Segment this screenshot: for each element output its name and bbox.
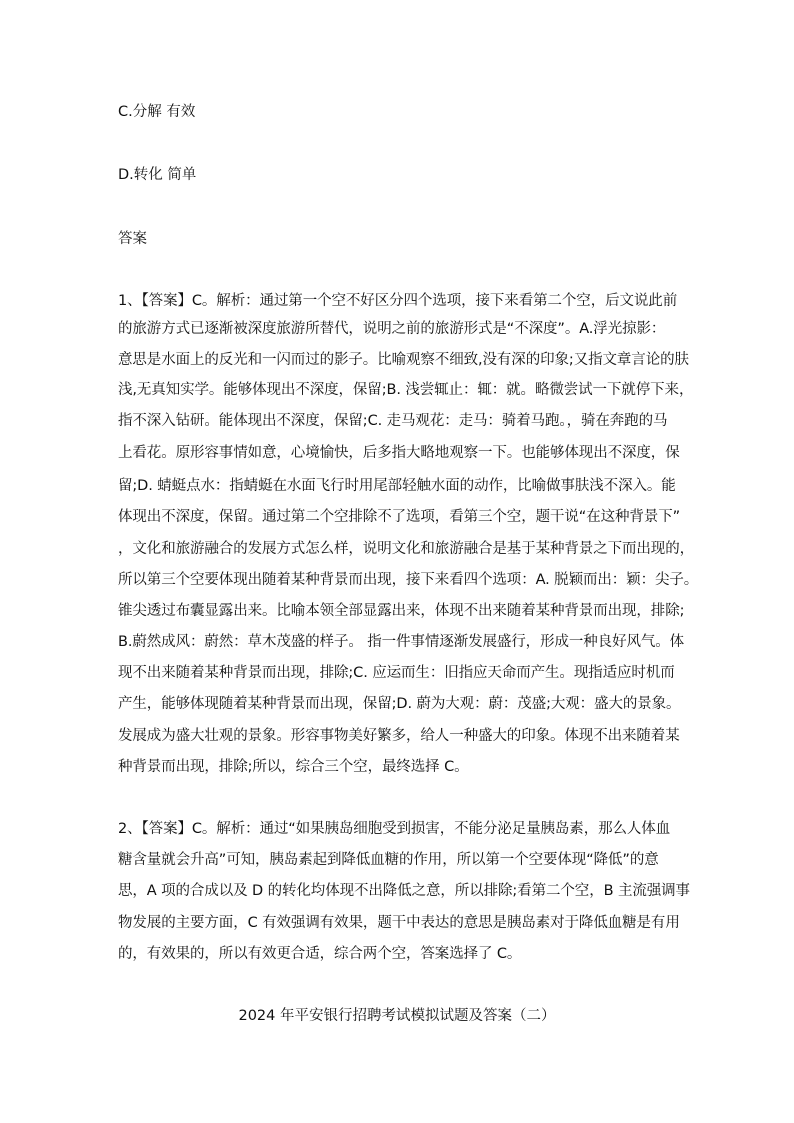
answer-line: 意思是水面上的反光和一闪而过的影子。比喻观察不细致,没有深的印象;又指文章言论的肤 [118, 352, 689, 368]
option-c: C.分解 有效 [118, 104, 196, 120]
option-d: D.转化 简单 [118, 167, 197, 183]
answer-line: 指不深入钻研。能体现出不深度，保留;C. 走马观花：走马：骑着马跑。，骑在奔跑的马 [118, 413, 668, 429]
answer-line: 思，A 项的合成以及 D 的转化均体现不出降低之意，所以排除;看第二个空，B 主流强调事 [118, 883, 690, 899]
answer-line: 的旅游方式已逐渐被深度旅游所替代，说明之前的旅游形式是“不深度”。A.浮光掠影： [118, 321, 666, 337]
answer-line: 发展成为盛大壮观的景象。形容事物美好繁多，给人一种盛大的印象。体现不出来随着某 [118, 728, 680, 744]
answer-line: 锥尖透过布囊显露出来。比喻本领全部显露出来，体现不出来随着某种背景而出现，排除; [118, 603, 685, 619]
answer-line: 物发展的主要方面，C 有效强调有效果，题干中表达的意思是胰岛素对于降低血糖是有用 [118, 915, 680, 931]
answer-line: ，文化和旅游融合的发展方式怎么样，说明文化和旅游融合是基于某种背景之下而出现的， [118, 541, 694, 557]
answer-line: 种背景而出现，排除;所以，综合三个空，最终选择 C。 [118, 759, 469, 775]
answer-line: 所以第三个空要体现出随着某种背景而出现，接下来看四个选项：A. 脱颖而出：颖：尖子。 [118, 572, 699, 588]
answer-line: 2、【答案】C。解析：通过“如果胰岛细胞受到损害，不能分泌足量胰岛素，那么人体血 [118, 821, 671, 837]
answer-line: 留;D. 蜻蜓点水：指蜻蜓在水面飞行时用尾部轻触水面的动作，比喻做事肤浅不深入。能 [118, 478, 676, 494]
section-title: 2024 年平安银行招聘考试模拟试题及答案（二） [238, 1008, 556, 1024]
answer-line: 现不出来随着某种背景而出现，排除;C. 应运而生：旧指应天命而产生。现指适应时机而 [118, 665, 675, 681]
answer-line: 糖含量就会升高”可知，胰岛素起到降低血糖的作用，所以第一个空要体现“降低”的意 [118, 852, 659, 868]
answer-heading: 答案 [118, 231, 147, 247]
answer-line: 体现出不深度，保留。通过第二个空排除不了选项，看第三个空，题干说“在这种背景下” [118, 509, 681, 525]
answer-line: 产生，能够体现随着某种背景而出现，保留;D. 蔚为大观：蔚：茂盛;大观：盛大的景象。 [118, 696, 681, 712]
answer-line: 上看花。原形容事情如意，心境愉快，后多指大略地观察一下。也能够体现出不深度，保 [118, 445, 680, 461]
answer-line: 的，有效果的，所以有效更合适，综合两个空，答案选择了 C。 [118, 946, 522, 962]
answer-line: 浅,无真知实学。能够体现出不深度，保留;B. 浅尝辄止：辄：就。略微尝试一下就停下来， [118, 382, 694, 398]
answer-line: 1、【答案】C。解析：通过第一个空不好区分四个选项，接下来看第二个空，后文说此前 [118, 293, 678, 309]
answer-line: B.蔚然成风：蔚然：草木茂盛的样子。 指一件事情逐渐发展盛行，形成一种良好风气。体 [118, 634, 685, 650]
